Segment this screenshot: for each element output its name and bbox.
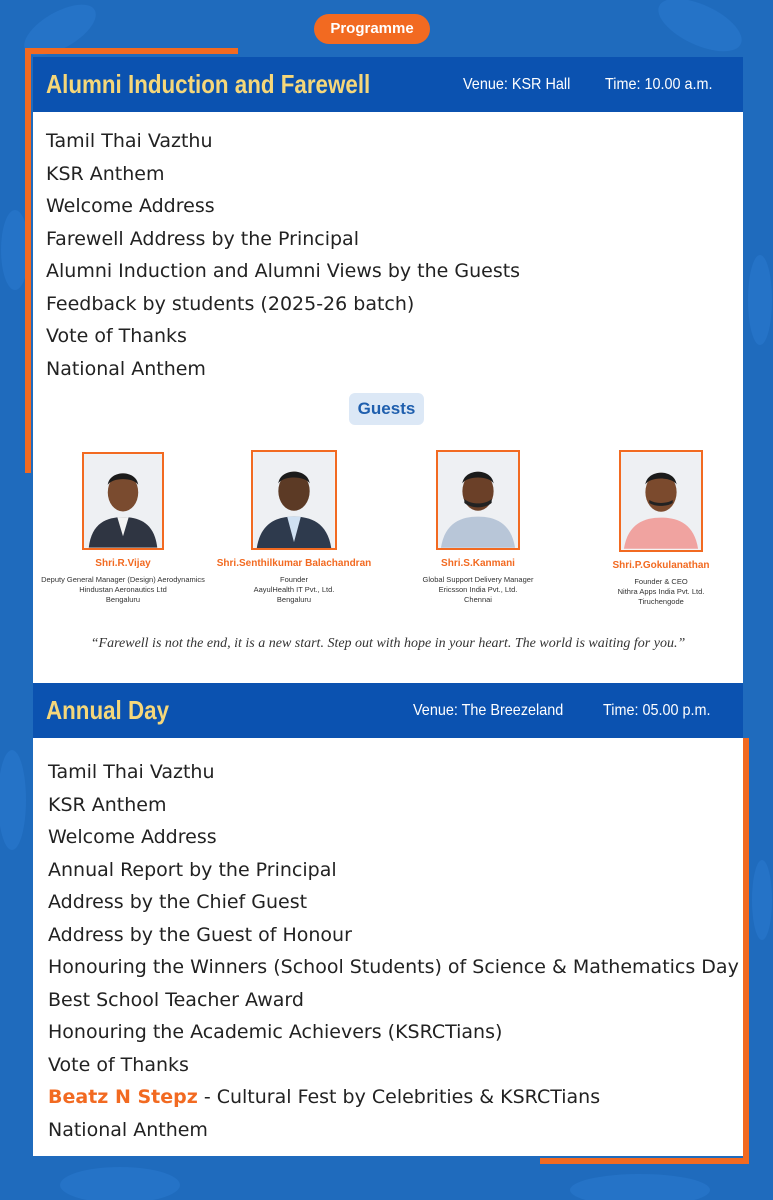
section1-time: Time: 10.00 a.m.	[605, 75, 713, 93]
guest-organisation: Ericsson India Pvt., Ltd.	[438, 585, 518, 594]
list-item: Farewell Address by the Principal	[46, 227, 359, 250]
list-item: Annual Report by the Principal	[48, 858, 337, 881]
guest-city: Bengaluru	[105, 595, 141, 604]
list-item: Address by the Guest of Honour	[48, 923, 352, 946]
guest-card	[566, 450, 756, 607]
guest-card	[199, 450, 389, 605]
section1-title: Alumni Induction and Farewell	[46, 69, 371, 99]
guest-name: Shri.R.Vijay	[95, 558, 151, 569]
guest-designation: Global Support Delivery Manager	[422, 575, 534, 584]
list-item: Vote of Thanks	[48, 1053, 189, 1076]
list-item: Welcome Address	[46, 195, 215, 217]
guest-city: Chennai	[464, 595, 492, 604]
section2-program-list	[48, 756, 739, 1146]
guest-name: Shri.S.Kanmani	[441, 558, 515, 569]
farewell-quote: “Farewell is not the end, it is a new start. Step out with hope in your heart. The world is waiting for you.”	[90, 636, 686, 651]
guest-city: Tiruchengode	[638, 597, 684, 606]
guest-organisation: Hindustan Aeronautics Ltd	[79, 585, 167, 594]
list-item-highlight	[48, 1081, 739, 1114]
guest-city: Bengaluru	[276, 595, 312, 604]
list-item: Tamil Thai Vazthu	[48, 761, 215, 783]
section2-title: Annual Day	[46, 695, 170, 725]
list-item: Honouring the Winners (School Students) of Science & Mathematics Day	[48, 956, 739, 978]
cultural-fest-description: - Cultural Fest by Celebrities & KSRCTians	[197, 1086, 601, 1108]
section2-time: Time: 05.00 p.m.	[603, 701, 711, 719]
section1-venue: Venue: KSR Hall	[463, 75, 571, 93]
list-item: KSR Anthem	[48, 793, 167, 816]
beatz-n-stepz-label: Beatz N Stepz	[48, 1086, 198, 1108]
guest-designation: Founder	[280, 575, 308, 584]
guest-card	[383, 450, 573, 605]
section2-header-band	[33, 683, 743, 738]
guest-designation: Founder & CEO	[634, 577, 688, 586]
accent-bar-top	[25, 48, 238, 54]
guest-organisation: AayulHealth IT Pvt., Ltd.	[253, 585, 335, 594]
list-item: KSR Anthem	[46, 162, 165, 185]
list-item: Vote of Thanks	[46, 325, 187, 347]
guest-name: Shri.P.Gokulanathan	[612, 560, 710, 571]
guest-organisation: Nithra Apps India Pvt. Ltd.	[617, 587, 705, 596]
guest-photo	[619, 450, 703, 552]
list-item: Welcome Address	[48, 826, 217, 848]
list-item: Honouring the Academic Achievers (KSRCTians)	[48, 1021, 503, 1043]
list-item: Address by the Chief Guest	[48, 891, 308, 913]
accent-bar-bottom	[540, 1158, 749, 1164]
list-item: Alumni Induction and Alumni Views by the Guests	[46, 260, 521, 282]
list-item: Feedback by students (2025-26 batch)	[46, 292, 415, 315]
programme-badge: Programme	[314, 14, 430, 44]
section1-program-list	[46, 125, 520, 385]
guest-name: Shri.Senthilkumar Balachandran	[216, 558, 372, 569]
guest-card	[28, 452, 218, 605]
section1-header-band	[33, 57, 743, 112]
list-item: National Anthem	[48, 1118, 208, 1141]
guest-photo	[436, 450, 520, 550]
list-item: Best School Teacher Award	[48, 988, 304, 1011]
guest-photo	[251, 450, 337, 550]
accent-bar-left	[25, 48, 31, 473]
guest-photo	[82, 452, 164, 550]
accent-bar-right	[743, 738, 749, 1164]
list-item: National Anthem	[46, 357, 206, 380]
section2-venue: Venue: The Breezeland	[413, 701, 564, 719]
guest-designation: Deputy General Manager (Design) Aerodynamics	[41, 575, 205, 584]
list-item: Tamil Thai Vazthu	[46, 130, 213, 152]
guests-heading: Guests	[349, 393, 424, 425]
